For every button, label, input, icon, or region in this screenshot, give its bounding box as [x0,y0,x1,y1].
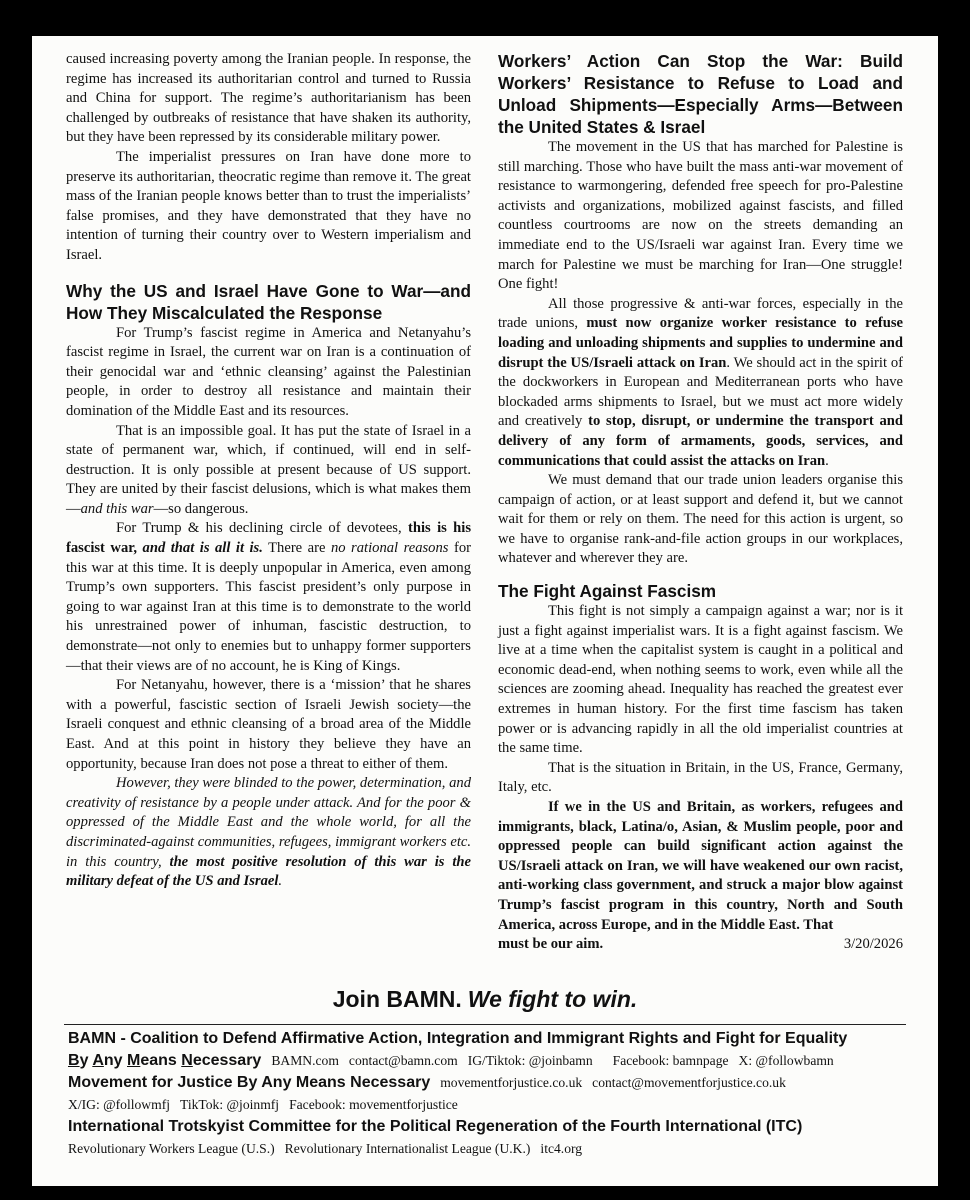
closing-line [498,935,903,955]
paragraph: The movement in the US that has marched for Palestine is still marching. Those who have built the mass anti-war movement of resistance to warmongering, defended free speech for pro-Palestine activists and organizations, mobilized against fascists, and filled countless courtrooms are now on the streets demanding an immediate end to the US/Israeli war against Iran. Every time we march for Palestine we must be marching for Iran—One struggle! One fight! [498,139,903,293]
bamn-facebook: Facebook: bamnpage [612,1053,729,1068]
itc-members-line [68,1138,908,1160]
text-run: All those progressive & anti-war forces, especially in the trade unions, [498,295,903,332]
mfj-tiktok: TikTok: @joinmfj [180,1097,280,1112]
join-text: Join BAMN. [332,986,462,1012]
text-run: —so dangerous. [153,500,249,517]
text-run: For Trump & his declining circle of devotees, [116,520,408,537]
right-column [498,50,903,955]
underlined-letter: B [68,1052,80,1069]
text-run: y [79,1052,93,1069]
footer-divider [64,1024,906,1025]
paragraph: caused increasing poverty among the Iranian people. In response, the regime has increased its authoritarian control and turned to Russia and China for support. The regime’s authoritarianism has been challenged by outbreaks of resistance that have shaken its authority, but they have been repressed by its considerable military power. [66,51,471,146]
bold-italic-text: the most positive resolution of this war is the military defeat of the US and Israel [66,853,471,890]
flyer-page [32,36,938,1186]
bold-paragraph: If we in the US and Britain, as workers, refugees and immigrants, black, Latina/o, Asian, & Muslim people, poor and oppressed people can build significant action against the US/Israeli attack on Iran, we will have weakened our own racist, anti-working class government, and struck a major blow against Trump’s fascist program in this country, North and South America, across Europe, and in the Middle East. That [498,799,903,933]
text-run: ecessary [192,1052,262,1069]
paragraph: This fight is not simply a campaign against a war; nor is it just a fight against imperialist wars. It is a fight against fascism. We live at a time when the capitalist system is caught in a political and economic dead-end, when nothing seems to work, even while all the sciences are zooming ahead. Inequality has reached the greatest ever extremes in human history. For the first time fascism has taken power or is advancing rapidly in all the old imperialist countries at the same time. [498,603,903,757]
text-run: There are [262,540,331,557]
mfj-line [68,1072,908,1094]
text-run: That is an impossible goal. It has put the state of Israel in a state of permanent war, which, if continued, will end in self-destruction. It is only possible at present because of US support. They are united by their fascist delusions, which is what makes them— [66,422,471,517]
mfj-x-ig: X/IG: @followmfj [68,1097,170,1112]
text-run: . [825,452,829,469]
text-run: eans [140,1052,182,1069]
italic-text: and this war [80,500,154,517]
text-run: ny [103,1052,127,1069]
mfj-facebook: Facebook: movementforjustice [289,1097,458,1112]
bamn-x: X: @followbamn [738,1053,834,1068]
underlined-letter: M [127,1052,141,1069]
bold-text: must now organize worker resistance to refuse loading and unloading shipments and supplies to undermine and disrupt the US/Israeli attack on Iran [498,315,903,371]
bamn-ig-tiktok: IG/Tiktok: @joinbamn [467,1053,593,1068]
text-run: However, they were blinded to the power, determination, and creativity of resistance by a people under attack. And for the poor & oppressed of the Middle East and the whole world, for all the discriminated-against communities, refugees, immigrant workers etc. in this country, [66,775,471,870]
paragraph [66,422,471,520]
paragraph [498,295,903,471]
underlined-letter: A [92,1052,104,1069]
bold-text: this is his fascist war, [66,520,472,557]
text-run: for this war at this time. It is deeply unpopular in America, even among Trump’s own supporters. This fascist president’s only purpose in going to war against Iran at this time is to demonstrate to the world his unrestrained power of inhuman, fascistic destruction, to demonstrate—not only to enemies but to unhappy former supporters—that their views are of no account, he is King of Kings. [66,540,471,674]
mfj-website-link[interactable]: movementforjustice.co.uk [440,1075,583,1090]
bamn-contact-line [68,1050,908,1072]
join-banner [32,986,938,1013]
left-column [66,50,471,892]
paragraph: For Trump’s fascist regime in America and Netanyahu’s fascist regime in Israel, the current war on Iran is a continuation of their genocidal war and ‘ethnic cleansing’ against the Palestinian people, in order to destroy all resistance and maintain their domination of the Middle East and its resources. [66,324,471,419]
itc-website-link[interactable]: itc4.org [540,1141,583,1156]
bamn-email-link[interactable]: contact@bamn.com [348,1053,458,1068]
underlined-letter: N [181,1052,193,1069]
paragraph: For Netanyahu, however, there is a ‘mission’ that he shares with a powerful, fascistic section of Israeli Jewish society—the Israeli conquest and ethnic cleansing of a broad area of the Middle East. And at this point in history they believe they have an opportunity, because Iran does not pose a threat to either of them. [66,677,471,772]
bamn-website-link[interactable]: BAMN.com [271,1053,339,1068]
paragraph: We must demand that our trade union leaders organise this campaign of action, or at least support and defend it, but we cannot wait for them or rely on them. The need for this action is urgent, so we have to organise rank-and-file action groups in our workplaces, whatever and wherever they are. [498,472,903,567]
ril-name: Revolutionary Internationalist League (U.K.) [284,1141,531,1156]
text-run: . [278,873,283,890]
rwl-name: Revolutionary Workers League (U.S.) [68,1141,275,1156]
bold-text: to stop, disrupt, or undermine the transport and delivery of any form of armaments, goods, services, and communications that could assist the attacks on Iran [498,413,903,469]
section-heading-workers-action: Workers’ Action Can Stop the War: Build Workers’ Resistance to Refuse to Load and Unload Shipments—Especially Arms—Between the United States & Israel [498,51,903,137]
section-heading-fight-fascism: The Fight Against Fascism [498,581,717,602]
italic-paragraph [66,774,471,892]
italic-text: no rational reasons [330,540,449,557]
section-heading-why-war: Why the US and Israel Have Gone to War—and How They Miscalculated the Response [66,280,471,323]
paragraph: That is the situation in Britain, in the US, France, Germany, Italy, etc. [498,759,903,796]
paragraph [66,519,471,676]
mfj-social-line [68,1094,908,1116]
closing-text: must be our aim. [498,936,604,953]
bamn-org-name: BAMN - Coalition to Defend Affirmative Action, Integration and Immigrant Rights and Fight for Equality [68,1030,848,1047]
slogan-text: We fight to win. [467,986,638,1012]
footer [68,1028,908,1160]
date-stamp: 3/20/2026 [843,936,903,953]
text-run: . We should act in the spirit of the dockworkers in European and Mediterranean ports who have blockaded arms shipments to Israel, but we must act more widely and creatively [498,354,903,430]
mfj-email-link[interactable]: contact@movementforjustice.co.uk [592,1075,786,1090]
mfj-org-name: Movement for Justice By Any Means Necessary [68,1074,431,1091]
bold-italic-text: and that is all it is. [137,540,263,557]
itc-org-name: International Trotskyist Committee for the Political Regeneration of the Fourth International (ITC) [68,1118,803,1135]
paragraph: The imperialist pressures on Iran have done more to preserve its authoritarian, theocratic regime than remove it. The great mass of the Iranian people knows better than to trust the imperialists’ false promises, and they have demonstrated that they have no intention of turning their country over to Western imperialism and Israel. [66,148,471,263]
